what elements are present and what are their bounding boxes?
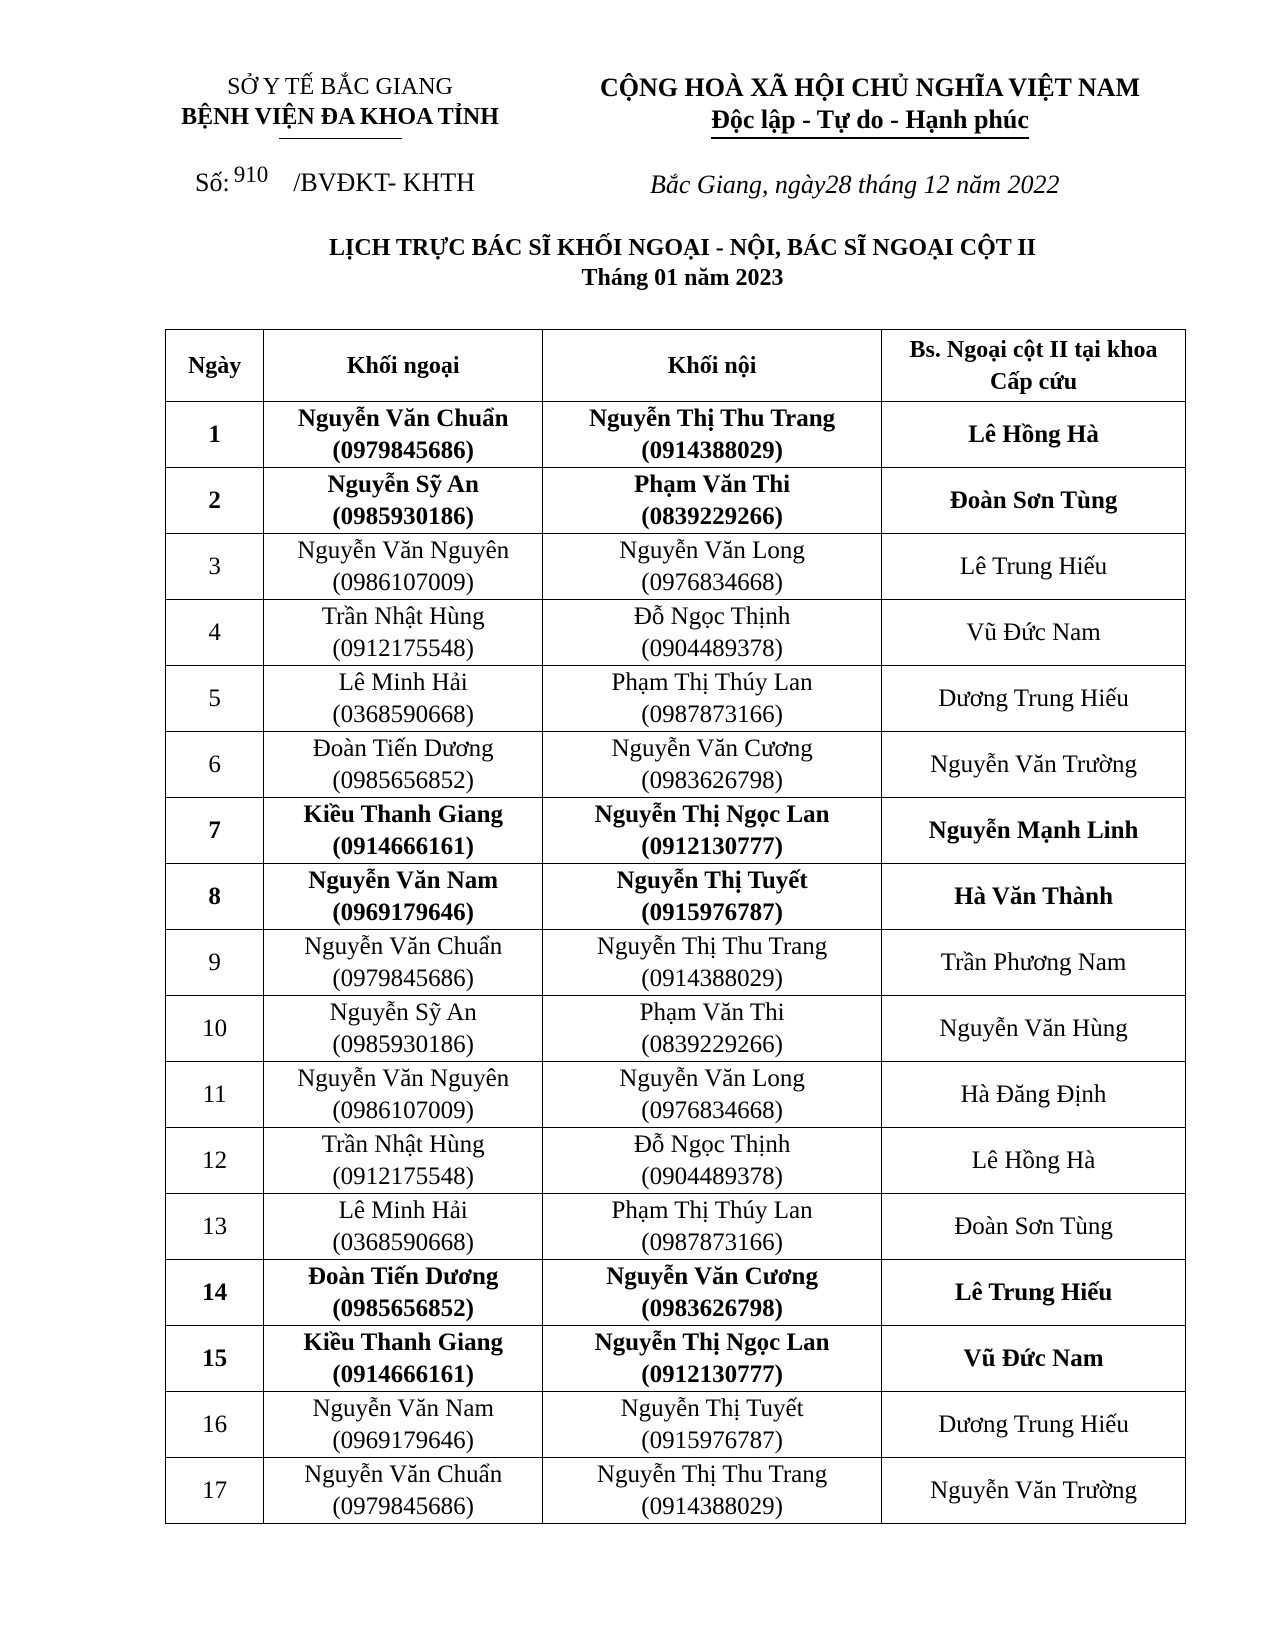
duty-schedule-table	[165, 329, 1186, 1524]
day-number: 6	[208, 750, 221, 778]
cell-emergency-surgeon	[882, 1392, 1186, 1458]
emergency-surgeon-name: Lê Trung Hiếu	[959, 552, 1108, 580]
organization-divider	[279, 138, 402, 139]
surgical-doctor-name: Nguyễn Văn Nam	[312, 1394, 494, 1422]
surgical-doctor-phone: (0914666161)	[332, 1360, 475, 1388]
cell-day	[166, 1128, 264, 1194]
emergency-surgeon-name: Nguyễn Văn Trường	[930, 1476, 1137, 1504]
internal-doctor-name: Nguyễn Thị Thu Trang	[588, 404, 836, 432]
cell-surgical	[264, 666, 543, 732]
issuing-organization	[160, 72, 520, 139]
surgical-doctor-name: Nguyễn Sỹ An	[327, 470, 479, 498]
cell-internal	[543, 798, 882, 864]
surgical-doctor-name: Trần Nhật Hùng	[321, 602, 485, 630]
document-title	[160, 233, 1205, 293]
surgical-doctor-name: Kiều Thanh Giang	[303, 800, 503, 828]
cell-surgical	[264, 1194, 543, 1260]
surgical-doctor-phone: (0912175548)	[332, 1162, 475, 1190]
title-main: LỊCH TRỰC BÁC SĨ KHỐI NGOẠI - NỘI, BÁC SĨ NGOẠI CỘT II	[328, 235, 1036, 261]
cell-day	[166, 1194, 264, 1260]
internal-doctor-phone: (0904489378)	[641, 1162, 783, 1190]
surgical-doctor-phone: (0985930186)	[332, 1030, 475, 1058]
cell-surgical	[264, 930, 543, 996]
surgical-doctor-phone: (0969179646)	[332, 898, 475, 926]
table-row	[166, 798, 1186, 864]
cell-day	[166, 1392, 264, 1458]
cell-surgical	[264, 1326, 543, 1392]
internal-doctor-phone: (0904489378)	[641, 634, 783, 662]
surgical-doctor-name: Lê Minh Hải	[338, 668, 468, 696]
cell-surgical	[264, 1128, 543, 1194]
cell-emergency-surgeon	[882, 1062, 1186, 1128]
cell-internal	[543, 534, 882, 600]
cell-emergency-surgeon	[882, 534, 1186, 600]
day-number: 10	[202, 1014, 228, 1042]
surgical-doctor-phone: (0368590668)	[332, 1228, 475, 1256]
cell-surgical	[264, 534, 543, 600]
surgical-doctor-phone: (0969179646)	[332, 1426, 475, 1454]
table-row	[166, 732, 1186, 798]
day-number: 7	[208, 816, 221, 844]
internal-doctor-name: Nguyễn Thị Tuyết	[620, 1394, 804, 1422]
table-row	[166, 402, 1186, 468]
surgical-doctor-phone: (0985656852)	[332, 766, 475, 794]
cell-internal	[543, 1062, 882, 1128]
cell-internal	[543, 732, 882, 798]
cell-emergency-surgeon	[882, 1326, 1186, 1392]
header-emergency-line1: Bs. Ngoại cột II tại khoa	[909, 336, 1158, 363]
cell-emergency-surgeon	[882, 798, 1186, 864]
cell-emergency-surgeon	[882, 1260, 1186, 1326]
internal-doctor-phone: (0983626798)	[641, 766, 783, 794]
internal-doctor-name: Nguyễn Văn Cương	[611, 734, 813, 762]
header-emergency-surgeon	[882, 330, 1186, 402]
internal-doctor-name: Nguyễn Thị Ngọc Lan	[594, 1328, 830, 1356]
surgical-doctor-phone: (0368590668)	[332, 700, 475, 728]
cell-internal	[543, 402, 882, 468]
document-number	[195, 162, 475, 198]
cell-surgical	[264, 600, 543, 666]
surgical-doctor-name: Kiều Thanh Giang	[303, 1328, 503, 1356]
header-emergency-line2: Cấp cứu	[989, 368, 1078, 395]
surgical-doctor-name: Đoàn Tiến Dương	[307, 1262, 499, 1290]
cell-emergency-surgeon	[882, 468, 1186, 534]
cell-day	[166, 798, 264, 864]
cell-surgical	[264, 1062, 543, 1128]
cell-surgical	[264, 1392, 543, 1458]
internal-doctor-name: Đỗ Ngọc Thịnh	[633, 602, 791, 630]
internal-doctor-phone: (0987873166)	[641, 700, 783, 728]
table-header-row	[166, 330, 1186, 402]
table-row	[166, 996, 1186, 1062]
table-row	[166, 1326, 1186, 1392]
emergency-surgeon-name: Lê Hồng Hà	[968, 420, 1099, 448]
table-row	[166, 468, 1186, 534]
surgical-doctor-name: Nguyễn Sỹ An	[329, 998, 477, 1026]
cell-day	[166, 1326, 264, 1392]
surgical-doctor-name: Nguyễn Văn Chuẩn	[297, 404, 509, 432]
cell-emergency-surgeon	[882, 1194, 1186, 1260]
cell-surgical	[264, 996, 543, 1062]
table-row	[166, 1128, 1186, 1194]
cell-day	[166, 930, 264, 996]
national-heading	[575, 72, 1165, 139]
department-name: SỞ Y TẾ BẮC GIANG	[227, 74, 453, 100]
internal-doctor-name: Nguyễn Văn Long	[619, 1064, 805, 1092]
internal-doctor-name: Phạm Văn Thi	[639, 998, 785, 1026]
emergency-surgeon-name: Dương Trung Hiếu	[938, 684, 1129, 712]
cell-internal	[543, 1260, 882, 1326]
table-row	[166, 600, 1186, 666]
cell-internal	[543, 930, 882, 996]
surgical-doctor-name: Nguyễn Văn Nam	[308, 866, 499, 894]
internal-doctor-name: Phạm Thị Thúy Lan	[611, 1196, 813, 1224]
day-number: 13	[202, 1212, 228, 1240]
cell-day	[166, 600, 264, 666]
cell-internal	[543, 1194, 882, 1260]
cell-internal	[543, 1326, 882, 1392]
cell-day	[166, 1458, 264, 1524]
internal-doctor-name: Nguyễn Văn Cương	[606, 1262, 818, 1290]
surgical-doctor-name: Đoàn Tiến Dương	[312, 734, 494, 762]
surgical-doctor-name: Lê Minh Hải	[338, 1196, 468, 1224]
surgical-doctor-name: Nguyễn Văn Chuẩn	[304, 1460, 503, 1488]
document-number-prefix: Số:	[195, 168, 230, 197]
emergency-surgeon-name: Vũ Đức Nam	[963, 1344, 1104, 1372]
emergency-surgeon-name: Nguyễn Văn Hùng	[939, 1014, 1128, 1042]
internal-doctor-phone: (0976834668)	[641, 1096, 783, 1124]
cell-surgical	[264, 1260, 543, 1326]
internal-doctor-name: Nguyễn Thị Ngọc Lan	[594, 800, 830, 828]
internal-doctor-name: Nguyễn Văn Long	[619, 536, 805, 564]
day-number: 1	[208, 420, 221, 448]
internal-doctor-phone: (0914388029)	[641, 964, 783, 992]
cell-surgical	[264, 864, 543, 930]
cell-internal	[543, 996, 882, 1062]
surgical-doctor-name: Trần Nhật Hùng	[321, 1130, 485, 1158]
emergency-surgeon-name: Vũ Đức Nam	[966, 618, 1101, 646]
cell-day	[166, 732, 264, 798]
surgical-doctor-name: Nguyễn Văn Nguyên	[297, 536, 510, 564]
day-number: 17	[202, 1476, 228, 1504]
cell-day	[166, 402, 264, 468]
day-number: 4	[208, 618, 221, 646]
surgical-doctor-phone: (0979845686)	[332, 1492, 475, 1520]
table-row	[166, 864, 1186, 930]
surgical-doctor-phone: (0914666161)	[332, 832, 475, 860]
nation-name: CỘNG HOÀ XÃ HỘI CHỦ NGHĨA VIỆT NAM	[599, 73, 1141, 102]
table-row	[166, 930, 1186, 996]
cell-surgical	[264, 1458, 543, 1524]
emergency-surgeon-name: Lê Trung Hiếu	[954, 1278, 1113, 1306]
cell-emergency-surgeon	[882, 864, 1186, 930]
header-surgical: Khối ngoại	[264, 330, 543, 402]
cell-day	[166, 468, 264, 534]
internal-doctor-name: Phạm Thị Thúy Lan	[611, 668, 813, 696]
emergency-surgeon-name: Đoàn Sơn Tùng	[954, 1212, 1113, 1240]
internal-doctor-phone: (0914388029)	[641, 1492, 783, 1520]
internal-doctor-phone: (0912130777)	[641, 832, 783, 860]
surgical-doctor-phone: (0985930186)	[332, 502, 475, 530]
cell-internal	[543, 1458, 882, 1524]
internal-doctor-name: Phạm Văn Thi	[634, 470, 791, 498]
cell-surgical	[264, 798, 543, 864]
day-number: 12	[202, 1146, 228, 1174]
day-number: 16	[202, 1410, 228, 1438]
schedule-body	[166, 402, 1186, 1524]
cell-emergency-surgeon	[882, 600, 1186, 666]
cell-day	[166, 1062, 264, 1128]
cell-internal	[543, 600, 882, 666]
table-row	[166, 1392, 1186, 1458]
cell-emergency-surgeon	[882, 1458, 1186, 1524]
table-row	[166, 534, 1186, 600]
cell-day	[166, 534, 264, 600]
internal-doctor-phone: (0839229266)	[641, 502, 783, 530]
cell-emergency-surgeon	[882, 996, 1186, 1062]
cell-day	[166, 864, 264, 930]
day-number: 11	[202, 1080, 227, 1108]
national-motto: Độc lập - Tự do - Hạnh phúc	[711, 104, 1029, 139]
cell-internal	[543, 666, 882, 732]
cell-emergency-surgeon	[882, 930, 1186, 996]
emergency-surgeon-name: Hà Văn Thành	[954, 882, 1113, 910]
surgical-doctor-phone: (0979845686)	[332, 436, 475, 464]
internal-doctor-name: Đỗ Ngọc Thịnh	[633, 1130, 791, 1158]
internal-doctor-phone: (0914388029)	[641, 436, 783, 464]
table-row	[166, 1062, 1186, 1128]
emergency-surgeon-name: Trần Phương Nam	[940, 948, 1127, 976]
internal-doctor-name: Nguyễn Thị Tuyết	[616, 866, 808, 894]
cell-internal	[543, 864, 882, 930]
table-row	[166, 1260, 1186, 1326]
title-month: Tháng 01 năm 2023	[581, 265, 784, 291]
internal-doctor-phone: (0839229266)	[641, 1030, 783, 1058]
emergency-surgeon-name: Đoàn Sơn Tùng	[949, 486, 1118, 514]
internal-doctor-phone: (0915976787)	[641, 898, 783, 926]
surgical-doctor-phone: (0986107009)	[332, 568, 475, 596]
day-number: 14	[202, 1278, 228, 1306]
day-number: 2	[208, 486, 221, 514]
emergency-surgeon-name: Hà Đăng Định	[960, 1080, 1107, 1108]
header-internal: Khối nội	[543, 330, 882, 402]
cell-surgical	[264, 402, 543, 468]
day-number: 5	[208, 684, 221, 712]
surgical-doctor-phone: (0912175548)	[332, 634, 475, 662]
cell-emergency-surgeon	[882, 666, 1186, 732]
emergency-surgeon-name: Nguyễn Mạnh Linh	[928, 816, 1139, 844]
day-number: 3	[208, 552, 221, 580]
surgical-doctor-phone: (0985656852)	[332, 1294, 475, 1322]
internal-doctor-phone: (0976834668)	[641, 568, 783, 596]
header-day: Ngày	[166, 330, 264, 402]
document-number-value: 910	[233, 162, 269, 187]
table-row	[166, 1194, 1186, 1260]
surgical-doctor-name: Nguyễn Văn Nguyên	[297, 1064, 510, 1092]
emergency-surgeon-name: Dương Trung Hiếu	[938, 1410, 1129, 1438]
cell-day	[166, 666, 264, 732]
hospital-name: BỆNH VIỆN ĐA KHOA TỈNH	[181, 104, 499, 130]
cell-internal	[543, 468, 882, 534]
cell-emergency-surgeon	[882, 732, 1186, 798]
cell-day	[166, 1260, 264, 1326]
internal-doctor-name: Nguyễn Thị Thu Trang	[596, 1460, 828, 1488]
internal-doctor-phone: (0915976787)	[641, 1426, 783, 1454]
internal-doctor-phone: (0983626798)	[641, 1294, 783, 1322]
cell-surgical	[264, 732, 543, 798]
cell-day	[166, 996, 264, 1062]
table-row	[166, 1458, 1186, 1524]
day-number: 9	[208, 948, 221, 976]
surgical-doctor-name: Nguyễn Văn Chuẩn	[304, 932, 503, 960]
day-number: 15	[202, 1344, 228, 1372]
table-row	[166, 666, 1186, 732]
internal-doctor-phone: (0987873166)	[641, 1228, 783, 1256]
issue-date: Bắc Giang, ngày28 tháng 12 năm 2022	[650, 170, 1060, 199]
cell-internal	[543, 1392, 882, 1458]
internal-doctor-phone: (0912130777)	[641, 1360, 783, 1388]
cell-surgical	[264, 468, 543, 534]
document-code: /BVĐKT- KHTH	[293, 168, 475, 197]
emergency-surgeon-name: Nguyễn Văn Trường	[930, 750, 1137, 778]
day-number: 8	[208, 882, 221, 910]
surgical-doctor-phone: (0986107009)	[332, 1096, 475, 1124]
cell-internal	[543, 1128, 882, 1194]
cell-emergency-surgeon	[882, 1128, 1186, 1194]
surgical-doctor-phone: (0979845686)	[332, 964, 475, 992]
internal-doctor-name: Nguyễn Thị Thu Trang	[596, 932, 828, 960]
cell-emergency-surgeon	[882, 402, 1186, 468]
emergency-surgeon-name: Lê Hồng Hà	[971, 1146, 1096, 1174]
